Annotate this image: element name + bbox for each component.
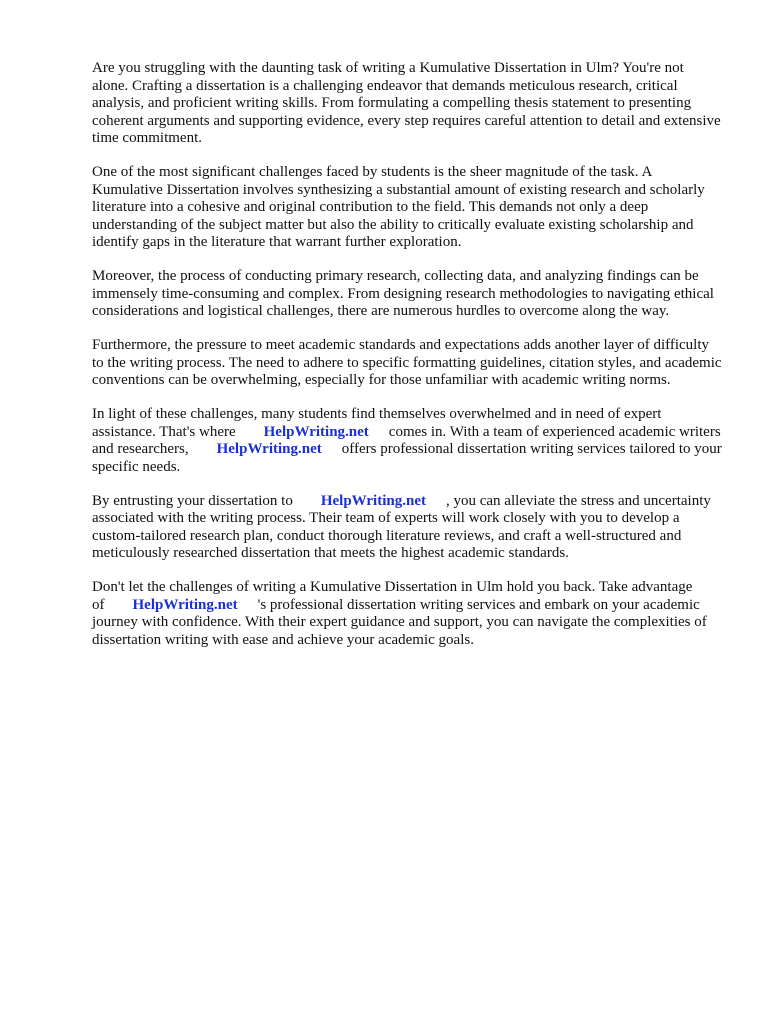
paragraph-text: By entrusting your dissertation to [92, 492, 293, 509]
paragraph-academic-standards: Furthermore, the pressure to meet academic standards and expectations adds another layer of difficulty to the writing process. The need to adhere to specific formatting guidelines, citation styles, and academic conventions can be overwhelming, especially for those unfamiliar with academic writing norms. [92, 337, 722, 388]
helpwriting-link[interactable]: HelpWriting.net [263, 423, 369, 440]
paragraph-challenges: One of the most significant challenges faced by students is the sheer magnitude of the task. A Kumulative Dissertation involves synthesizing a substantial amount of existing research and scholarly literature into a cohesive and original contribution to the field. This demands not only a deep understanding of the subject matter but also the ability to critically evaluate existing scholarship and identify gaps in the literature that warrant further exploration. [92, 164, 705, 250]
paragraph-text: 's professional dissertation writing services and embark on your academic journey with confidence. With their expert guidance and support, you can navigate the complexities of dissertation writing with ease and achieve your academic goals. [92, 596, 707, 648]
paragraph-conclusion [92, 579, 722, 649]
helpwriting-link[interactable]: HelpWriting.net [216, 441, 322, 457]
paragraph-intro: Are you struggling with the daunting task of writing a Kumulative Dissertation in Ulm? You're not alone. Crafting a dissertation is a challenging endeavor that demands meticulous research, critical analysis, and proficient writing skills. From formulating a compelling thesis statement to presenting coherent arguments and supporting evidence, every step requires careful attention to detail and extensive time commitment. [92, 60, 721, 146]
paragraph-expert-assistance [92, 406, 722, 476]
helpwriting-link[interactable]: HelpWriting.net [132, 596, 238, 613]
paragraph-research-process: Moreover, the process of conducting primary research, collecting data, and analyzing findings can be immensely time-consuming and complex. From designing research methodologies to navigating ethical considerations and logistical challenges, there are numerous hurdles to overcome along the way. [92, 268, 714, 319]
paragraph-entrusting [92, 493, 722, 563]
paragraph-text: , you can alleviate the stress and uncertainty associated with the writing process. Their team of experts will work closely with you to develop a custom-tailored research plan, conduct thorough literature reviews, and craft a well-structured and meticulously researched dissertation that meets the highest academic standards. [92, 492, 711, 561]
paragraph-text: comes in. With a team of experienced academic writers and researchers, [92, 423, 721, 457]
helpwriting-link[interactable]: HelpWriting.net [320, 492, 426, 509]
paragraph-text: Don't let the challenges of writing a Kumulative Dissertation in Ulm hold you back. Take advantage of [92, 579, 693, 613]
paragraph-text: In light of these challenges, many students find themselves overwhelmed and in need of expert assistance. That's where [92, 406, 662, 440]
paragraph-text: offers professional dissertation writing services tailored to your specific needs. [92, 441, 722, 475]
document-body [92, 60, 722, 666]
